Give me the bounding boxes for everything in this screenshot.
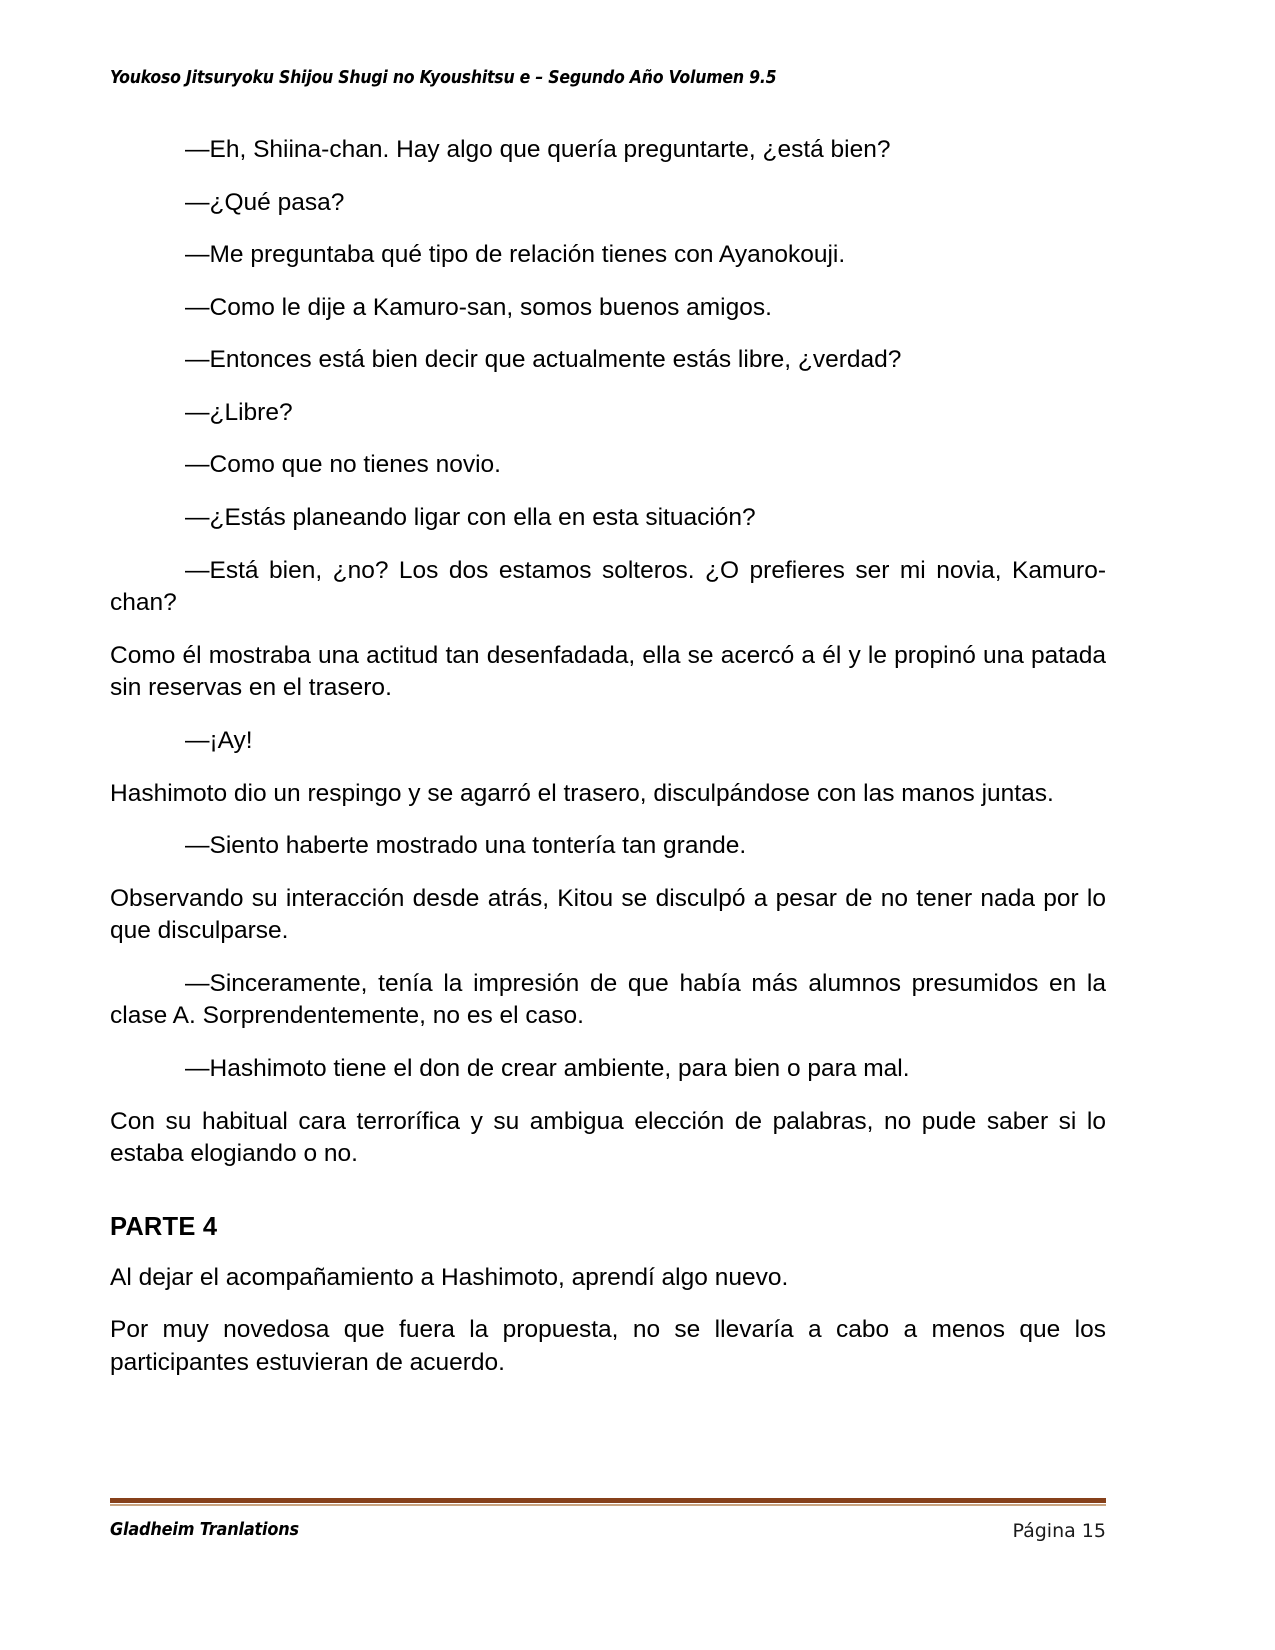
narration-paragraph: Observando su interacción desde atrás, Kitou se disculpó a pesar de no tener nada por lo que disculparse. — [110, 884, 1106, 945]
page-body-content — [110, 134, 1106, 1379]
dialogue-paragraph: —Siento haberte mostrado una tontería tan grande. — [185, 832, 747, 860]
footer-page-number: Página 15 — [1012, 1520, 1106, 1542]
dialogue-paragraph: —Como le dije a Kamuro-san, somos buenos amigos. — [185, 293, 772, 321]
running-header-title: Youkoso Jitsuryoku Shijou Shugi no Kyoushitsu e – Segundo Año Volumen 9.5 — [110, 68, 777, 88]
dialogue-paragraph: —Entonces está bien decir que actualmente estás libre, ¿verdad? — [185, 346, 902, 374]
footer-rule-main-bar — [110, 1498, 1106, 1503]
footer-divider-rule — [110, 1498, 1106, 1507]
dialogue-paragraph: —Me preguntaba qué tipo de relación tienes con Ayanokouji. — [185, 241, 846, 269]
narration-paragraph: Por muy novedosa que fuera la propuesta, no se llevaría a cabo a menos que los participantes estuvieran de acuerdo. — [110, 1316, 1106, 1376]
narration-paragraph: Al dejar el acompañamiento a Hashimoto, aprendí algo nuevo. — [110, 1263, 789, 1291]
body-paragraph-list — [110, 134, 1106, 1171]
narration-paragraph: Hashimoto dio un respingo y se agarró el trasero, disculpándose con las manos juntas. — [110, 779, 1054, 807]
dialogue-paragraph: —¿Libre? — [185, 398, 293, 426]
dialogue-paragraph: —¿Qué pasa? — [185, 188, 345, 216]
narration-paragraph: Con su habitual cara terrorífica y su ambigua elección de palabras, no pude saber si lo estaba elogiando o no. — [110, 1107, 1106, 1168]
page-footer — [110, 1516, 1106, 1556]
dialogue-paragraph: —Sinceramente, tenía la impresión de que había más alumnos presumidos en la clase A. Sorprendentemente, no es el caso. — [110, 969, 1106, 1030]
body-paragraph-list-after-heading — [110, 1262, 1106, 1380]
footer-translation-credit: Gladheim Tranlations — [110, 1520, 299, 1540]
dialogue-paragraph: —Como que no tienes novio. — [185, 451, 501, 479]
dialogue-paragraph: —Hashimoto tiene el don de crear ambiente, para bien o para mal. — [185, 1054, 910, 1082]
dialogue-paragraph: —¡Ay! — [185, 726, 253, 754]
dialogue-paragraph: —Está bien, ¿no? Los dos estamos solteros. ¿O prefieres ser mi novia, Kamuro-chan? — [110, 556, 1106, 617]
section-spacer — [110, 1171, 1106, 1213]
dialogue-paragraph: —¿Estás planeando ligar con ella en esta situación? — [185, 504, 756, 532]
footer-rule-thin-bar — [110, 1504, 1106, 1506]
section-heading-parte-4: PARTE 4 — [110, 1212, 218, 1241]
dialogue-paragraph: —Eh, Shiina-chan. Hay algo que quería preguntarte, ¿está bien? — [185, 136, 891, 163]
narration-paragraph: Como él mostraba una actitud tan desenfadada, ella se acercó a él y le propinó una patada sin reservas en el trasero. — [110, 641, 1106, 702]
